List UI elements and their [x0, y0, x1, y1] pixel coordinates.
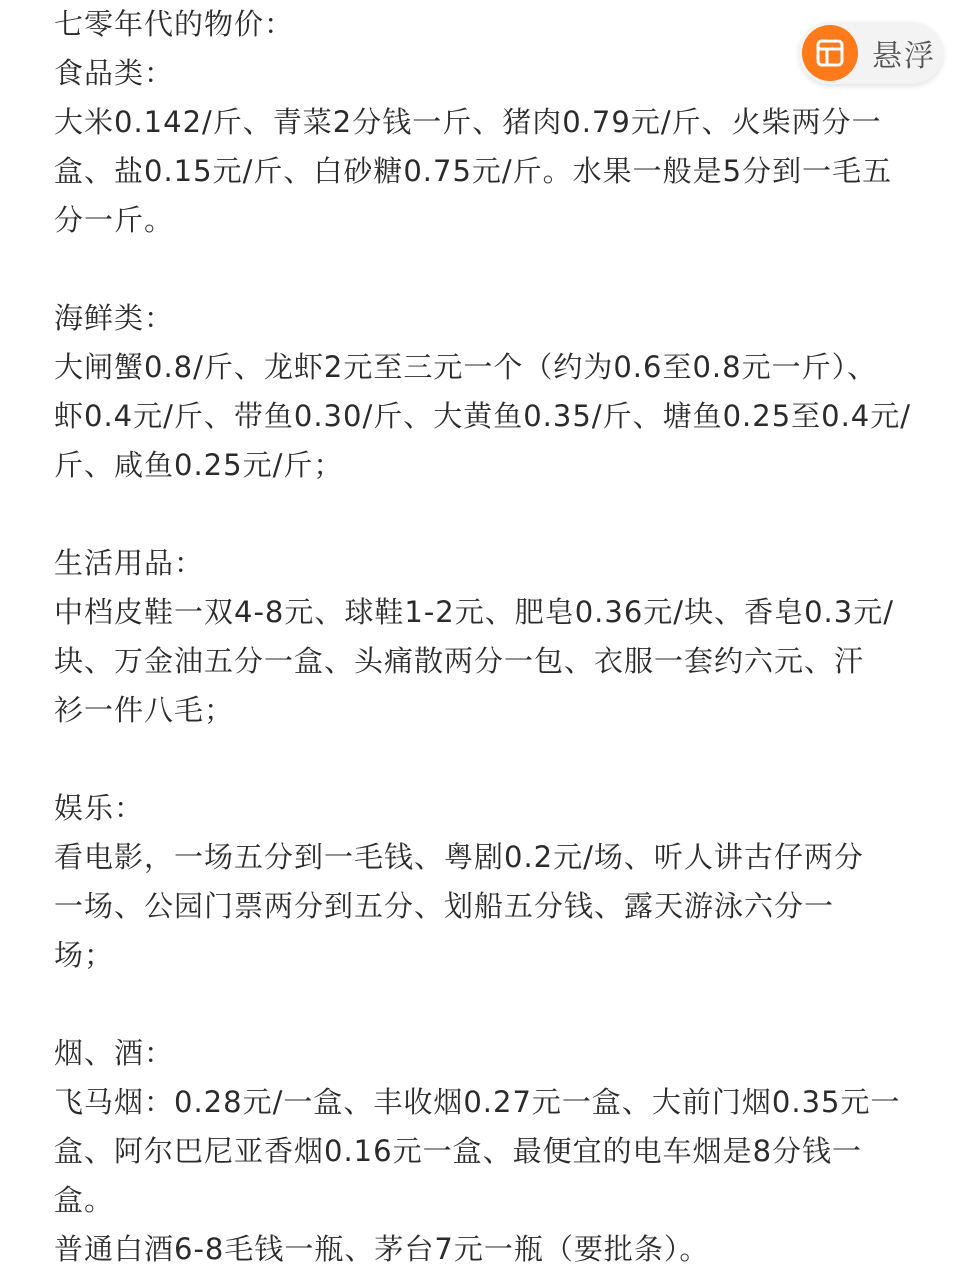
article-line: 虾0.4元/斤、带鱼0.30/斤、大黄鱼0.35/斤、塘鱼0.25至0.4元/ — [54, 399, 912, 433]
section-heading-daily-goods: 生活用品： — [54, 546, 205, 580]
section-heading-seafood: 海鲜类： — [54, 301, 175, 335]
article-line: 场； — [54, 938, 115, 972]
paragraph-gap — [54, 735, 904, 784]
article-body — [54, 0, 912, 1274]
article-line: 斤、咸鱼0.25元/斤； — [54, 448, 344, 482]
article-line: 块、万金油五分一盒、头痛散两分一包、衣服一套约六元、汗 — [54, 644, 865, 678]
section-heading-tobacco-alcohol: 烟、酒： — [54, 1036, 175, 1070]
article-line: 普通白酒6-8毛钱一瓶、茅台7元一瓶（要批条）。 — [54, 1232, 710, 1266]
article-line: 分一斤。 — [54, 203, 175, 237]
article-line: 衫一件八毛； — [54, 693, 235, 727]
article-line: 飞马烟：0.28元/一盒、丰收烟0.27元一盒、大前门烟0.35元一 — [54, 1085, 901, 1119]
section-heading-food: 食品类： — [54, 56, 175, 90]
float-button[interactable] — [799, 22, 943, 84]
article-line: 盒、阿尔巴尼亚香烟0.16元一盒、最便宜的电车烟是8分钱一 — [54, 1134, 863, 1168]
article-line: 大闸蟹0.8/斤、龙虾2元至三元一个（约为0.6至0.8元一斤）、 — [54, 350, 878, 384]
float-button-label: 悬浮 — [872, 39, 936, 74]
section-heading-entertainment: 娱乐： — [54, 791, 145, 825]
article-title: 七零年代的物价： — [54, 7, 295, 41]
article-line: 盒、盐0.15元/斤、白砂糖0.75元/斤。水果一般是5分到一毛五 — [54, 154, 893, 188]
float-window-icon — [802, 25, 858, 81]
paragraph-gap — [54, 245, 904, 294]
article-line: 看电影，一场五分到一毛钱、粤剧0.2元/场、听人讲古仔两分 — [54, 840, 864, 874]
paragraph-gap — [54, 490, 904, 539]
paragraph-gap — [54, 980, 904, 1029]
article-line: 盒。 — [54, 1183, 115, 1217]
article-line: 大米0.142/斤、青菜2分钱一斤、猪肉0.79元/斤、火柴两分一 — [54, 105, 882, 139]
article-line: 一场、公园门票两分到五分、划船五分钱、露天游泳六分一 — [54, 889, 835, 923]
article-line: 中档皮鞋一双4-8元、球鞋1-2元、肥皂0.36元/块、香皂0.3元/ — [54, 595, 894, 629]
